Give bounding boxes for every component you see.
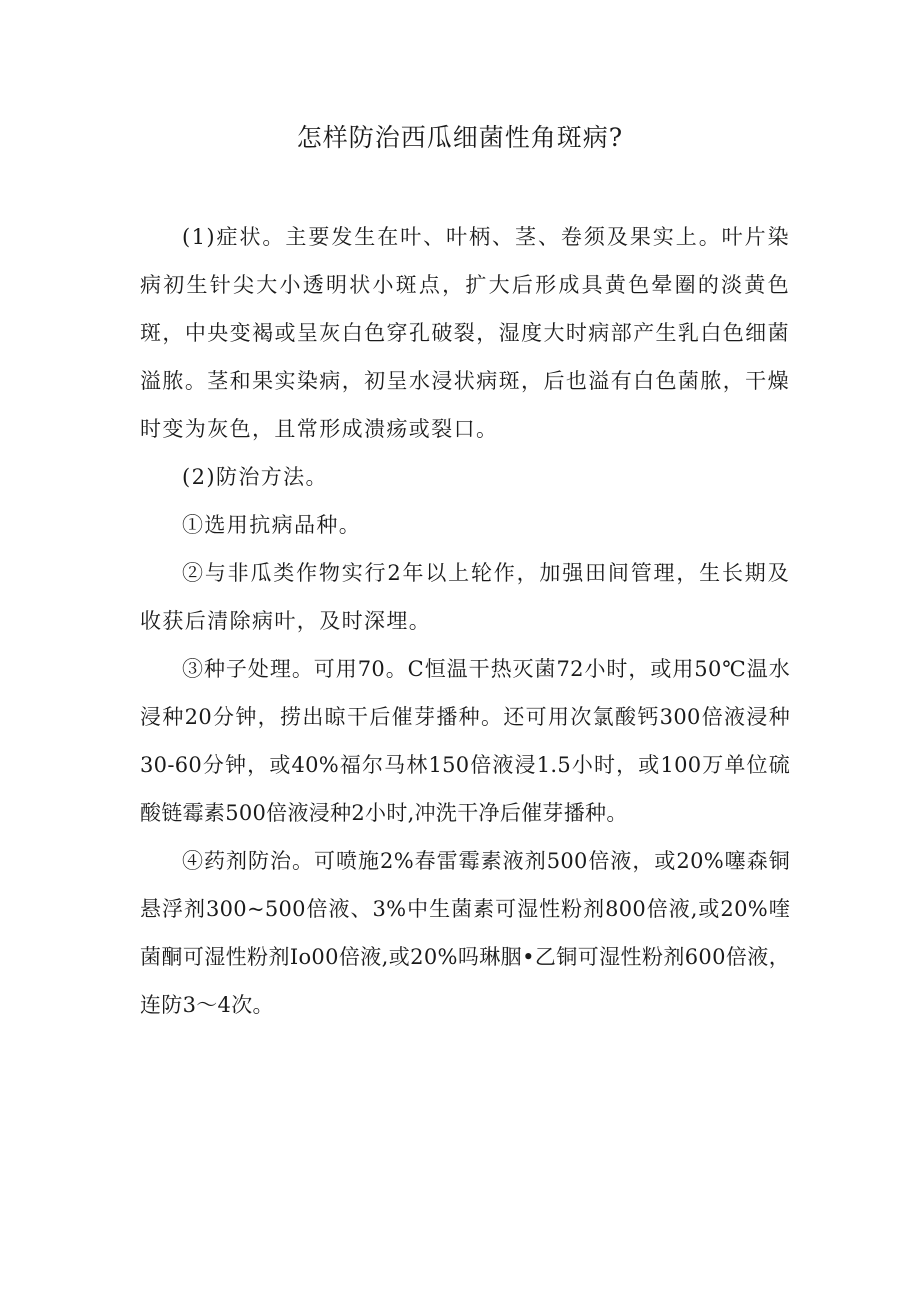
paragraph-crop-rotation: ②与非瓜类作物实行2年以上轮作，加强田间管理，生长期及收获后清除病叶，及时深埋。 [140,561,790,633]
document-title: 怎样防治西瓜细菌性角斑病? [296,123,624,152]
paragraph-resistant-varieties: ①选用抗病品种。 [182,513,362,537]
paragraph-control-methods-heading: (2)防治方法。 [182,465,328,489]
paragraph-symptoms: (1)症状。主要发生在叶、叶柄、茎、卷须及果实上。叶片染病初生针尖大小透明状小斑点，扩大后形成具黄色晕圈的淡黄色斑，中央变褐或呈灰白色穿孔破裂，湿度大时病部产生乳白色细菌溢脓。茎和果实染病，初呈水浸状病斑，后也溢有白色菌脓，干燥时变为灰色，且常形成溃疡或裂口。 [140,225,790,441]
paragraph-chemical-control: ④药剂防治。可喷施2%春雷霉素液剂500倍液，或20%噻森铜悬浮剂300~500倍液、3%中生菌素可湿性粉剂800倍液,或20%喹菌酮可湿性粉剂Io00倍液,或20%吗琳胭•乙铜可湿性粉剂600倍液，连防3～4次。 [140,849,790,1017]
paragraph-seed-treatment: ③种子处理。可用70。C恒温干热灭菌72小时，或用50℃温水浸种20分钟，捞出晾干后催芽播种。还可用次氯酸钙300倍液浸种30-60分钟，或40%福尔马林150倍液浸1.5小时，或100万单位硫酸链霉素500倍液浸种2小时,冲洗干净后催芽播种。 [140,657,790,825]
document-body [140,213,790,1029]
